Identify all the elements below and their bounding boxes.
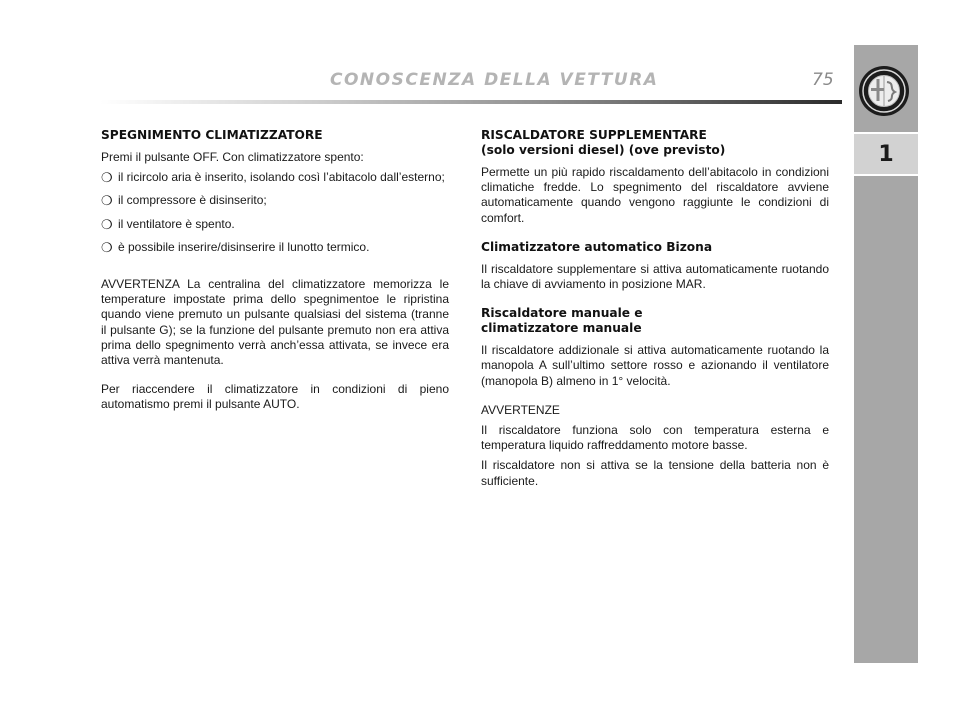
header-rule xyxy=(100,100,842,104)
list-item xyxy=(101,193,449,208)
heading-line: climatizzatore manuale xyxy=(481,321,642,336)
running-header-title: CONOSCENZA DELLA VETTURA xyxy=(330,70,659,90)
list-item-text: il compressore è disinserito; xyxy=(118,193,267,208)
list-item xyxy=(101,240,449,255)
right-column xyxy=(481,128,829,494)
circle-bullet-icon: ❍ xyxy=(101,216,113,232)
circle-bullet-icon: ❍ xyxy=(101,170,113,186)
list-item-text: il ventilatore è spento. xyxy=(118,216,235,231)
manuale-paragraph: Il riscaldatore addizionale si attiva automaticamente ruotando la manopola A sull’ultimo settore rosso e azionando il ventilatore (manopola B) almeno in 1° velocità. xyxy=(481,343,829,388)
auto-note-paragraph: Per riaccendere il climatizzatore in condizioni di pieno automatismo premi il pulsante AUTO. xyxy=(101,382,449,412)
circle-bullet-icon: ❍ xyxy=(101,239,113,255)
chapter-tab[interactable] xyxy=(854,132,918,176)
warnings-heading: AVVERTENZE xyxy=(481,402,560,417)
circle-bullet-icon: ❍ xyxy=(101,193,113,209)
section-heading-riscaldatore xyxy=(481,128,829,158)
bizona-paragraph: Il riscaldatore supplementare si attiva automaticamente ruotando la chiave di avviamento in posizione MAR. xyxy=(481,261,829,292)
subheading-bizona: Climatizzatore automatico Bizona xyxy=(481,239,713,254)
warning-paragraph: AVVERTENZA La centralina del climatizzatore memorizza le temperature impostate prima dello spegnimentoe le ripristina quando viene premuto un pulsante qualsiasi del sistema (tranne il pulsante G); se la funzione del pulsante premuto non era attiva prima dello spegnimento verrà anch’essa attivata, se invece era attiva verrà mantenuta. xyxy=(101,277,449,368)
heading-line: RISCALDATORE SUPPLEMENTARE xyxy=(481,128,707,142)
list-item-text: è possibile inserire/disinserire il lunotto termico. xyxy=(118,239,370,254)
list-item-text: il ricircolo aria è inserito, isolando così l’abitacolo dall’esterno; xyxy=(118,170,445,185)
heading-line: Riscaldatore manuale e xyxy=(481,306,643,321)
left-column xyxy=(101,128,449,413)
page-number: 75 xyxy=(812,70,834,90)
section-heading-spegnimento: SPEGNIMENTO CLIMATIZZATORE xyxy=(101,128,323,142)
list-item xyxy=(101,170,449,185)
subheading-manuale xyxy=(481,306,829,336)
alfa-romeo-badge-icon xyxy=(859,66,909,116)
intro-paragraph: Permette un più rapido riscaldamento dell’abitacolo in condizioni climatiche fredde. Lo spegnimento del riscaldatore avviene automaticamente quando vengono raggiunte le condizioni di comfort. xyxy=(481,165,829,225)
warning-paragraph: Il riscaldatore non si attiva se la tensione della batteria non è sufficiente. xyxy=(481,458,829,488)
intro-text: Premi il pulsante OFF. Con climatizzatore spento: xyxy=(101,150,364,164)
warning-paragraph: Il riscaldatore funziona solo con temperatura esterna e temperatura liquido raffreddamento motore basse. xyxy=(481,423,829,453)
bullet-list xyxy=(101,170,449,255)
chapter-number: 1 xyxy=(878,141,894,167)
list-item xyxy=(101,217,449,232)
heading-line: (solo versioni diesel) (ove previsto) xyxy=(481,143,726,157)
